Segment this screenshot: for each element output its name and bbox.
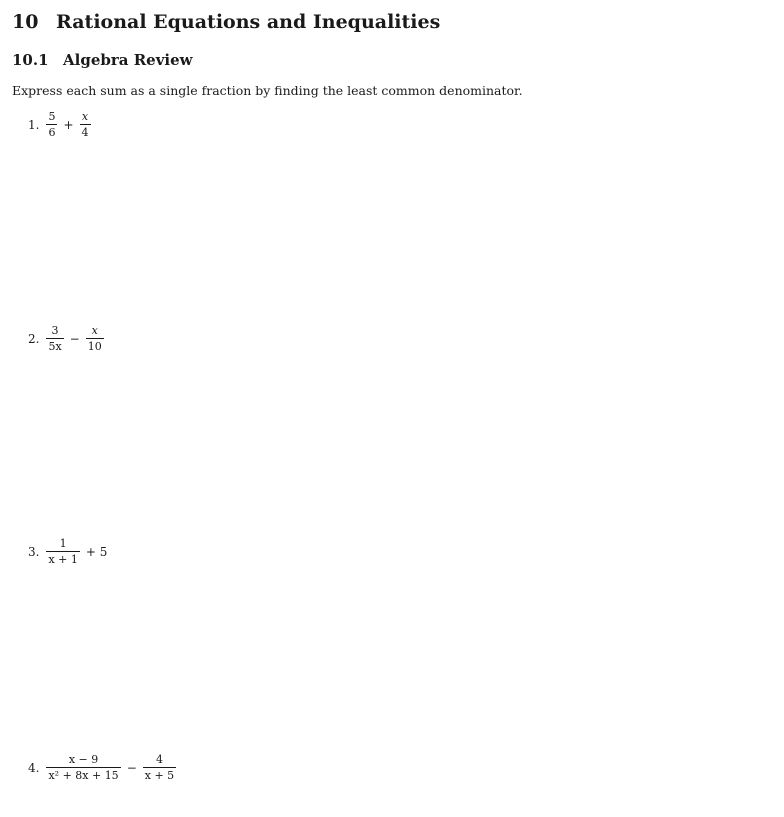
denominator: x² + 8x + 15	[48, 769, 119, 782]
fraction	[46, 110, 57, 139]
operator: +	[63, 117, 74, 132]
numerator: 5	[48, 110, 56, 123]
problem-number: 4.	[28, 760, 40, 775]
problem-3	[28, 537, 111, 566]
instructions-text: Express each sum as a single fraction by finding the least common denominator.	[12, 83, 523, 98]
section-heading	[12, 51, 193, 69]
numerator: x	[91, 324, 98, 337]
denominator: 4	[81, 126, 89, 139]
fraction	[46, 324, 63, 353]
problem-2	[28, 324, 106, 353]
section-number: 10.1	[12, 51, 49, 69]
numerator: 3	[51, 324, 59, 337]
denominator: x + 5	[144, 769, 175, 782]
fraction	[143, 753, 176, 782]
problem-1	[28, 110, 93, 139]
problem-4	[28, 753, 178, 782]
denominator: x + 1	[48, 553, 78, 566]
fraction	[86, 324, 104, 353]
section-title: Algebra Review	[63, 51, 193, 69]
chapter-heading	[12, 11, 440, 33]
problem-number: 2.	[28, 331, 40, 346]
problem-number: 3.	[28, 544, 40, 559]
fraction	[80, 110, 91, 139]
problem-number: 1.	[28, 117, 40, 132]
numerator: 1	[59, 537, 67, 550]
operator: −	[69, 331, 80, 346]
operator: −	[126, 760, 137, 775]
numerator: x − 9	[68, 753, 99, 766]
chapter-title: Rational Equations and Inequalities	[56, 11, 441, 33]
numerator: 4	[155, 753, 163, 766]
numerator: x	[81, 110, 89, 123]
fraction	[46, 753, 120, 782]
denominator: 5x	[48, 340, 62, 353]
denominator: 10	[87, 340, 102, 353]
operator: + 5	[85, 544, 108, 559]
denominator: 6	[48, 126, 56, 139]
chapter-number: 10	[12, 11, 39, 33]
fraction	[46, 537, 79, 566]
